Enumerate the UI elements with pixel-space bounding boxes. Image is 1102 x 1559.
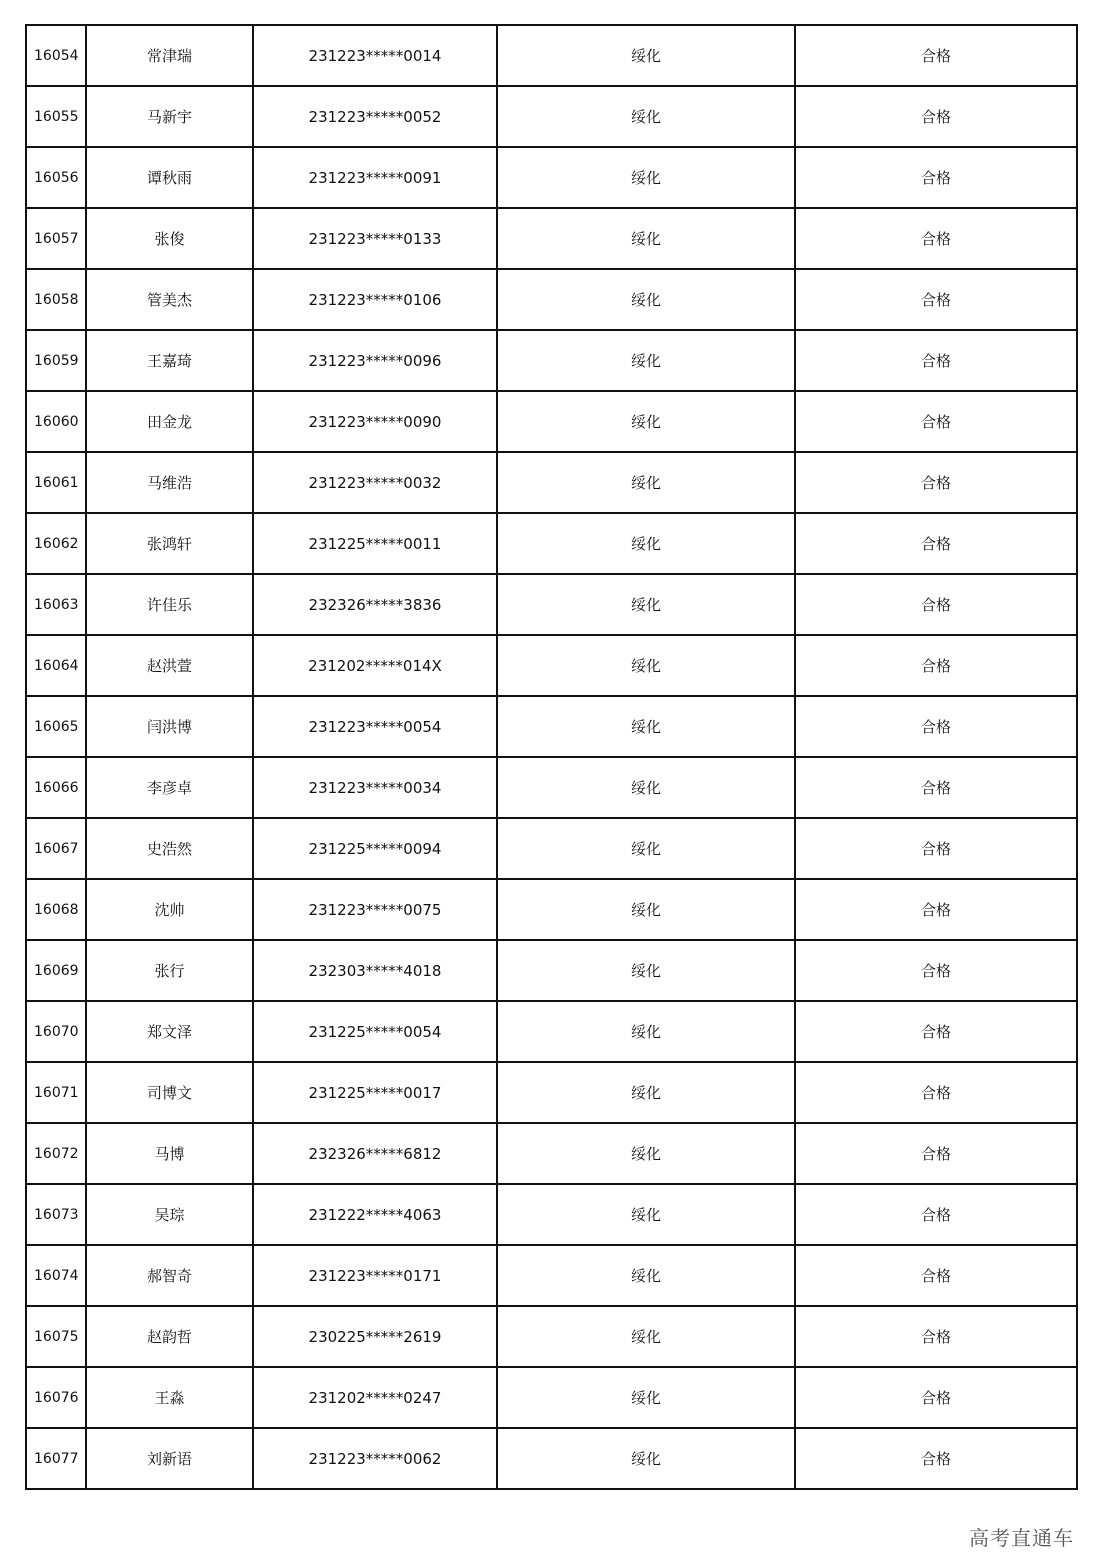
cell-index: 16075 <box>26 1306 86 1367</box>
cell-result: 合格 <box>795 452 1077 513</box>
cell-id-number: 231223*****0062 <box>253 1428 497 1489</box>
cell-result: 合格 <box>795 757 1077 818</box>
cell-result: 合格 <box>795 1001 1077 1062</box>
cell-region: 绥化 <box>497 1245 795 1306</box>
cell-id-number: 231202*****0247 <box>253 1367 497 1428</box>
cell-index: 16054 <box>26 25 86 86</box>
cell-index: 16068 <box>26 879 86 940</box>
cell-id-number: 231225*****0054 <box>253 1001 497 1062</box>
cell-region: 绥化 <box>497 1062 795 1123</box>
cell-result: 合格 <box>795 391 1077 452</box>
cell-name: 张行 <box>86 940 253 1001</box>
cell-result: 合格 <box>795 1184 1077 1245</box>
table-row <box>26 574 1077 635</box>
cell-id-number: 231223*****0096 <box>253 330 497 391</box>
cell-index: 16074 <box>26 1245 86 1306</box>
cell-id-number: 232326*****3836 <box>253 574 497 635</box>
cell-id-number: 232303*****4018 <box>253 940 497 1001</box>
table-row <box>26 1001 1077 1062</box>
cell-name: 谭秋雨 <box>86 147 253 208</box>
cell-name: 闫洪博 <box>86 696 253 757</box>
cell-id-number: 231225*****0011 <box>253 513 497 574</box>
watermark-text: 高考直通车 <box>967 1522 1076 1551</box>
cell-region: 绥化 <box>497 208 795 269</box>
cell-id-number: 231223*****0106 <box>253 269 497 330</box>
table-row <box>26 269 1077 330</box>
cell-id-number: 231223*****0052 <box>253 86 497 147</box>
cell-result: 合格 <box>795 147 1077 208</box>
cell-index: 16063 <box>26 574 86 635</box>
cell-result: 合格 <box>795 269 1077 330</box>
cell-id-number: 231223*****0014 <box>253 25 497 86</box>
cell-index: 16058 <box>26 269 86 330</box>
cell-region: 绥化 <box>497 269 795 330</box>
cell-index: 16069 <box>26 940 86 1001</box>
cell-index: 16070 <box>26 1001 86 1062</box>
cell-id-number: 230225*****2619 <box>253 1306 497 1367</box>
cell-result: 合格 <box>795 635 1077 696</box>
cell-index: 16060 <box>26 391 86 452</box>
cell-result: 合格 <box>795 1123 1077 1184</box>
table-row <box>26 1123 1077 1184</box>
cell-region: 绥化 <box>497 1184 795 1245</box>
results-table-body <box>26 25 1077 1489</box>
table-row <box>26 513 1077 574</box>
cell-name: 常津瑞 <box>86 25 253 86</box>
cell-id-number: 231223*****0133 <box>253 208 497 269</box>
cell-region: 绥化 <box>497 879 795 940</box>
cell-region: 绥化 <box>497 1428 795 1489</box>
cell-index: 16077 <box>26 1428 86 1489</box>
table-row <box>26 1428 1077 1489</box>
cell-region: 绥化 <box>497 147 795 208</box>
cell-name: 刘新语 <box>86 1428 253 1489</box>
cell-result: 合格 <box>795 1428 1077 1489</box>
cell-result: 合格 <box>795 330 1077 391</box>
cell-index: 16066 <box>26 757 86 818</box>
cell-id-number: 231225*****0017 <box>253 1062 497 1123</box>
cell-name: 张鸿轩 <box>86 513 253 574</box>
table-row <box>26 1367 1077 1428</box>
table-row <box>26 940 1077 1001</box>
cell-result: 合格 <box>795 1245 1077 1306</box>
cell-id-number: 232326*****6812 <box>253 1123 497 1184</box>
cell-region: 绥化 <box>497 452 795 513</box>
cell-name: 司博文 <box>86 1062 253 1123</box>
cell-index: 16067 <box>26 818 86 879</box>
cell-name: 郝智奇 <box>86 1245 253 1306</box>
table-row <box>26 86 1077 147</box>
cell-result: 合格 <box>795 1062 1077 1123</box>
cell-region: 绥化 <box>497 757 795 818</box>
cell-index: 16056 <box>26 147 86 208</box>
cell-result: 合格 <box>795 1306 1077 1367</box>
cell-index: 16065 <box>26 696 86 757</box>
cell-name: 许佳乐 <box>86 574 253 635</box>
cell-region: 绥化 <box>497 86 795 147</box>
table-row <box>26 1184 1077 1245</box>
cell-id-number: 231202*****014X <box>253 635 497 696</box>
cell-name: 田金龙 <box>86 391 253 452</box>
cell-result: 合格 <box>795 25 1077 86</box>
cell-index: 16057 <box>26 208 86 269</box>
cell-name: 马维浩 <box>86 452 253 513</box>
table-row <box>26 391 1077 452</box>
cell-name: 马新宇 <box>86 86 253 147</box>
cell-result: 合格 <box>795 574 1077 635</box>
table-row <box>26 25 1077 86</box>
cell-index: 16055 <box>26 86 86 147</box>
table-row <box>26 147 1077 208</box>
cell-region: 绥化 <box>497 391 795 452</box>
cell-result: 合格 <box>795 818 1077 879</box>
table-row <box>26 452 1077 513</box>
cell-name: 马博 <box>86 1123 253 1184</box>
cell-region: 绥化 <box>497 1306 795 1367</box>
results-table <box>25 24 1078 1490</box>
table-row <box>26 1245 1077 1306</box>
cell-region: 绥化 <box>497 513 795 574</box>
cell-name: 张俊 <box>86 208 253 269</box>
cell-index: 16064 <box>26 635 86 696</box>
cell-index: 16076 <box>26 1367 86 1428</box>
cell-result: 合格 <box>795 1367 1077 1428</box>
cell-name: 王淼 <box>86 1367 253 1428</box>
table-row <box>26 818 1077 879</box>
cell-id-number: 231223*****0054 <box>253 696 497 757</box>
cell-region: 绥化 <box>497 330 795 391</box>
cell-index: 16071 <box>26 1062 86 1123</box>
cell-name: 王嘉琦 <box>86 330 253 391</box>
cell-result: 合格 <box>795 86 1077 147</box>
cell-region: 绥化 <box>497 818 795 879</box>
cell-index: 16072 <box>26 1123 86 1184</box>
cell-name: 郑文泽 <box>86 1001 253 1062</box>
cell-id-number: 231223*****0090 <box>253 391 497 452</box>
cell-region: 绥化 <box>497 1123 795 1184</box>
table-row <box>26 1306 1077 1367</box>
cell-region: 绥化 <box>497 696 795 757</box>
cell-result: 合格 <box>795 879 1077 940</box>
cell-name: 管美杰 <box>86 269 253 330</box>
cell-region: 绥化 <box>497 25 795 86</box>
table-row <box>26 757 1077 818</box>
cell-region: 绥化 <box>497 635 795 696</box>
table-row <box>26 330 1077 391</box>
cell-region: 绥化 <box>497 940 795 1001</box>
cell-name: 吴琮 <box>86 1184 253 1245</box>
cell-id-number: 231223*****0091 <box>253 147 497 208</box>
table-row <box>26 1062 1077 1123</box>
cell-result: 合格 <box>795 696 1077 757</box>
cell-region: 绥化 <box>497 574 795 635</box>
cell-index: 16062 <box>26 513 86 574</box>
cell-region: 绥化 <box>497 1367 795 1428</box>
cell-name: 李彦卓 <box>86 757 253 818</box>
cell-index: 16059 <box>26 330 86 391</box>
table-row <box>26 879 1077 940</box>
table-row <box>26 208 1077 269</box>
cell-name: 赵洪萱 <box>86 635 253 696</box>
cell-region: 绥化 <box>497 1001 795 1062</box>
cell-id-number: 231223*****0171 <box>253 1245 497 1306</box>
cell-name: 史浩然 <box>86 818 253 879</box>
cell-name: 赵韵哲 <box>86 1306 253 1367</box>
cell-result: 合格 <box>795 513 1077 574</box>
cell-name: 沈帅 <box>86 879 253 940</box>
cell-index: 16073 <box>26 1184 86 1245</box>
cell-id-number: 231222*****4063 <box>253 1184 497 1245</box>
table-row <box>26 696 1077 757</box>
cell-id-number: 231225*****0094 <box>253 818 497 879</box>
cell-id-number: 231223*****0075 <box>253 879 497 940</box>
cell-id-number: 231223*****0032 <box>253 452 497 513</box>
table-row <box>26 635 1077 696</box>
cell-result: 合格 <box>795 940 1077 1001</box>
cell-index: 16061 <box>26 452 86 513</box>
cell-id-number: 231223*****0034 <box>253 757 497 818</box>
cell-result: 合格 <box>795 208 1077 269</box>
